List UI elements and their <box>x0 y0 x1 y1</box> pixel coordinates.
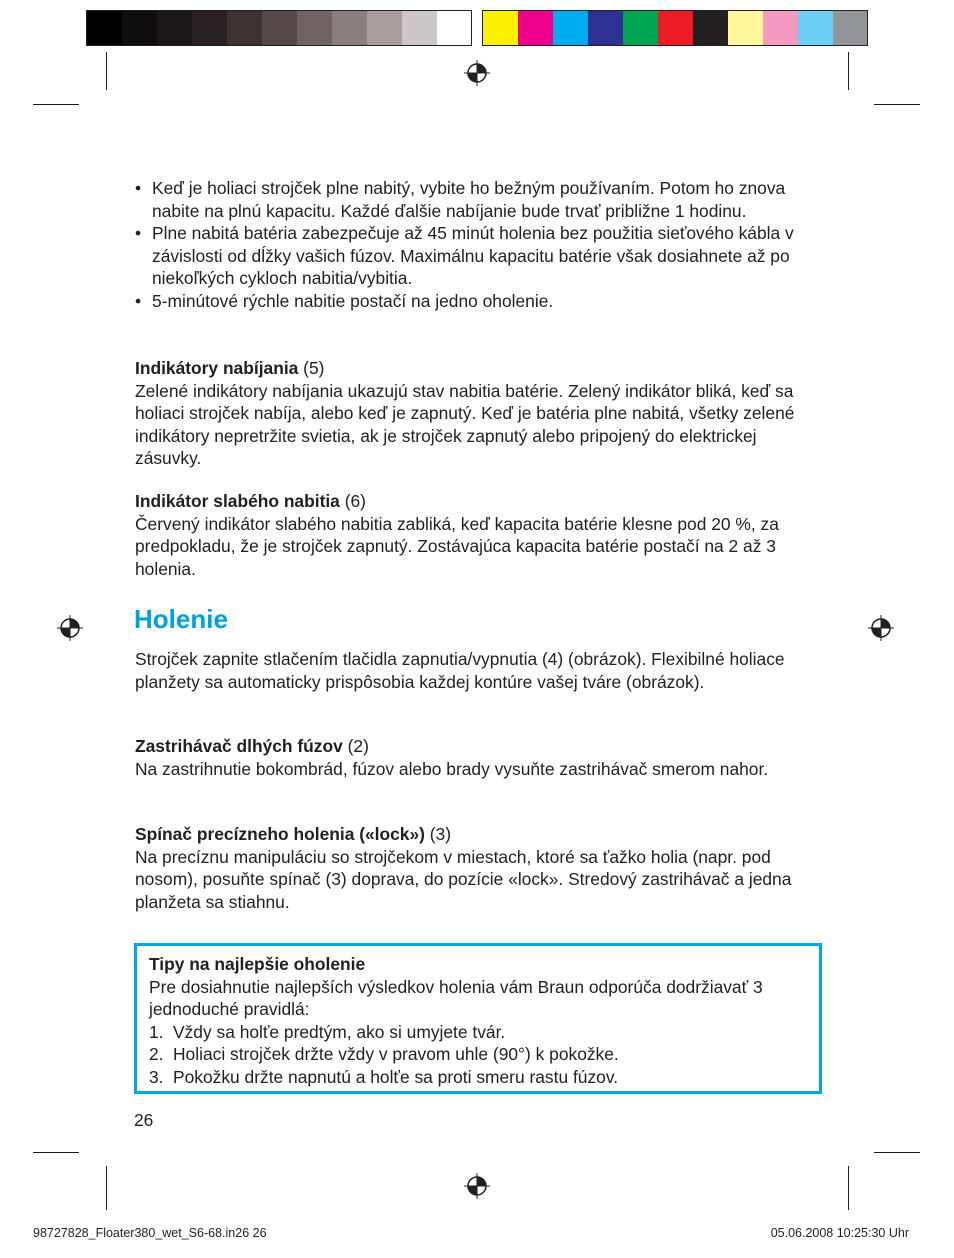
color-swatch <box>658 11 693 45</box>
list-item: 2. Holiaci strojček držte vždy v pravom uhle (90°) k pokožke. <box>149 1044 619 1065</box>
color-swatch <box>833 11 867 45</box>
color-swatch <box>693 11 728 45</box>
gray-swatch <box>227 11 262 45</box>
gray-swatch <box>297 11 332 45</box>
section-title: Spínač precízneho holenia («lock») (3) <box>135 824 452 844</box>
list-item: • 5-minútové rýchle nabitie postačí na jedno oholenie. <box>135 290 554 311</box>
color-swatch <box>518 11 553 45</box>
color-swatch <box>623 11 658 45</box>
crop-mark <box>874 104 920 105</box>
bullet-mark: • <box>135 178 142 198</box>
crop-mark <box>106 52 107 90</box>
crop-mark <box>106 1166 107 1210</box>
crop-mark <box>33 1152 79 1153</box>
tips-box <box>134 943 822 1094</box>
bullet-mark: • <box>135 290 142 311</box>
section-title: Indikátory nabíjania (5) <box>135 358 325 378</box>
bullet-mark: • <box>135 223 142 244</box>
registration-mark-icon <box>464 60 490 86</box>
section-body: Na zastrihnutie bokombrád, fúzov alebo brady vysuňte zastrihávač smerom nahor. <box>135 758 769 779</box>
gray-swatch <box>157 11 192 45</box>
gray-swatch <box>87 11 122 45</box>
lock-section <box>135 823 825 913</box>
list-item: 1. Vždy sa holťe predtým, ako si umyjete tvár. <box>149 1021 506 1042</box>
crop-mark <box>33 104 79 105</box>
list-item: 3. Pokožku držte napnutú a holťe sa proti smeru rastu fúzov. <box>149 1066 619 1087</box>
charging-bullet-list <box>135 177 825 313</box>
crop-mark <box>848 1166 849 1210</box>
low-charge-section <box>135 490 825 580</box>
color-swatch <box>588 11 623 45</box>
page-heading: Holenie <box>134 604 228 634</box>
color-swatch <box>553 11 588 45</box>
tips-intro: Pre dosiahnutie najlepších výsledkov holenia vám Braun odporúča dodržiavať 3 jednoduché pravidlá: <box>149 976 763 1020</box>
section-body: Zelené indikátory nabíjania ukazujú stav nabitia batérie. Zelený indikátor bliká, keď sa holiaci strojček nabíja, alebo keď je zapnutý. Keď je batéria plne nabitá, všetky zelené indikátory nepretržite svietia, ak je strojček zapnutý alebo pripojený do elektrickej zásuvky. <box>135 380 795 469</box>
section-title: Indikátor slabého nabitia (6) <box>135 491 366 511</box>
gray-swatch <box>402 11 437 45</box>
footer-file-info: 98727828_Floater380_wet_S6-68.in26 26 <box>33 1226 267 1240</box>
color-swatch <box>483 11 518 45</box>
registration-mark-icon <box>57 615 83 641</box>
color-swatch <box>728 11 763 45</box>
tips-title: Tipy na najlepšie oholenie <box>149 954 366 974</box>
gray-swatch <box>122 11 157 45</box>
charge-indicator-section <box>135 357 825 470</box>
crop-mark <box>874 1152 920 1153</box>
list-item: • Keď je holiaci strojček plne nabitý, vybite ho bežným používaním. Potom ho znova nabite na plnú kapacitu. Každé ďalšie nabíjanie bude trvať približne 1 hodinu. <box>135 178 786 221</box>
section-body: Červený indikátor slabého nabitia zabliká, keď kapacita batérie klesne pod 20 %, za predpokladu, že je strojček zapnutý. Zostávajúca kapacita batérie postačí na 2 až 3 holenia. <box>135 513 779 579</box>
color-swatch <box>798 11 833 45</box>
registration-mark-icon <box>868 615 894 641</box>
footer-timestamp: 05.06.2008 10:25:30 Uhr <box>770 1226 909 1240</box>
list-item: • Plne nabitá batéria zabezpečuje až 45 minút holenia bez použitia sieťového kábla v závislosti od dĺžky vašich fúzov. Maximálnu kapacitu batérie však dosiahnete až po niekoľkých cykloch nabitia/vybitia. <box>135 223 794 289</box>
gray-swatch <box>192 11 227 45</box>
process-color-bar <box>482 10 868 46</box>
gray-swatch <box>332 11 367 45</box>
color-swatch <box>763 11 798 45</box>
gray-swatch <box>437 11 471 45</box>
page-number: 26 <box>134 1110 154 1130</box>
registration-mark-icon <box>464 1173 490 1199</box>
crop-mark <box>848 52 849 90</box>
trimmer-section <box>135 735 825 780</box>
section-body: Na precíznu manipuláciu so strojčekom v miestach, ktoré sa ťažko holia (napr. pod nosom), posuňte spínač (3) doprava, do pozície «lock». Stredový zastrihávač a jedna planžeta sa stiahnu. <box>135 846 792 912</box>
gray-swatch <box>367 11 402 45</box>
gray-swatch <box>262 11 297 45</box>
shaving-body: Strojček zapnite stlačením tlačidla zapnutia/vypnutia (4) (obrázok). Flexibilné holiace planžety sa automaticky prispôsobia každej kontúre vašej tváre (obrázok). <box>135 649 785 692</box>
tips-content <box>149 953 809 1089</box>
section-title: Zastrihávač dlhých fúzov (2) <box>135 736 369 756</box>
grayscale-color-bar <box>86 10 472 46</box>
